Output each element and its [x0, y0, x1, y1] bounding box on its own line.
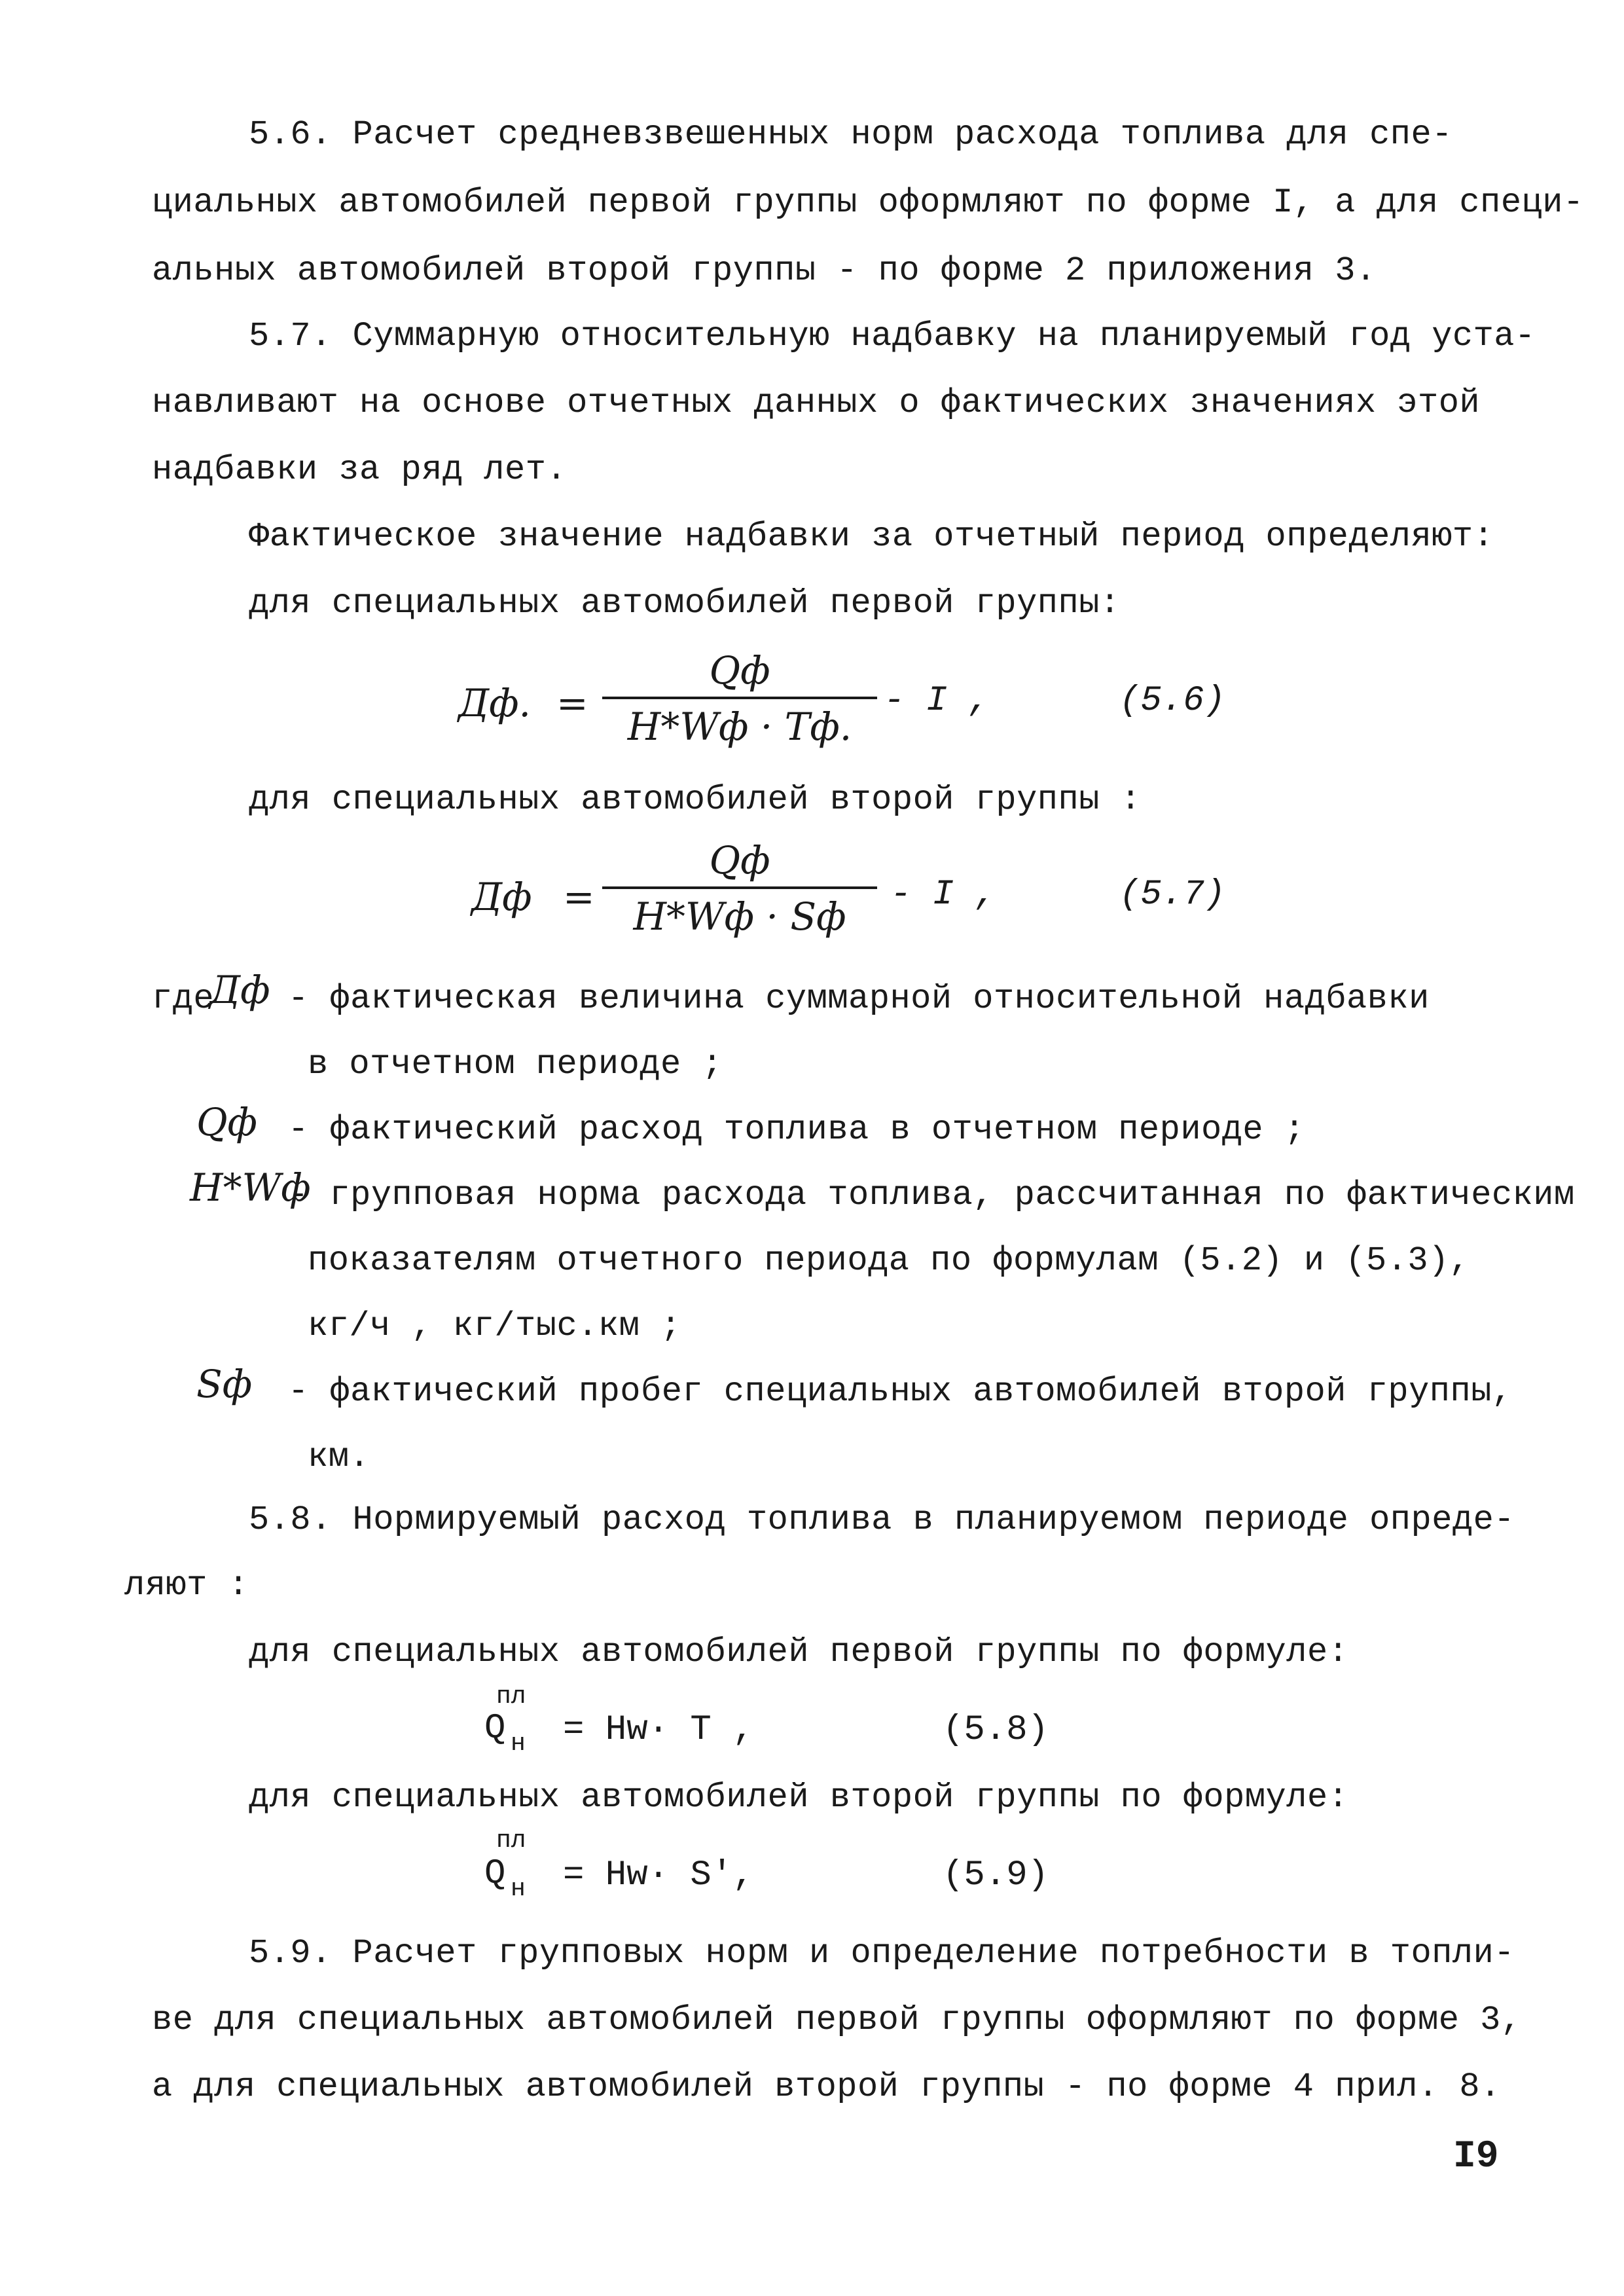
- p58-first-group: для специальных автомобилей первой группы по формуле:: [249, 1633, 1349, 1671]
- formula-5-7-lhs: Дф: [471, 875, 532, 919]
- second-group-intro: для специальных автомобилей второй группы :: [249, 780, 1142, 819]
- formula-5-8-rhs: = Hw· T ,: [563, 1710, 754, 1750]
- def4-line1: - фактический пробег специальных автомобилей второй группы,: [288, 1372, 1513, 1411]
- formula-5-8-lhs-sub: н: [511, 1730, 526, 1758]
- symbol-d-fact: Дф: [209, 968, 270, 1012]
- p59-line2: ве для специальных автомобилей первой группы оформляют по форме 3,: [152, 2001, 1522, 2039]
- p57-line2: навливают на основе отчетных данных о фактических значениях этой: [152, 384, 1481, 422]
- formula-5-7-fraction: [602, 838, 877, 939]
- formula-5-9-number: (5.9): [943, 1855, 1049, 1895]
- fact-line1: Фактическое значение надбавки за отчетный период определяют:: [249, 517, 1494, 556]
- formula-5-6-fraction: [602, 648, 877, 749]
- def3-line1: - групповая норма расхода топлива, рассчитанная по фактическим: [288, 1176, 1575, 1214]
- formula-5-9-lhs-sub: н: [511, 1875, 526, 1903]
- formula-5-9-rhs: = Hw· S',: [563, 1855, 754, 1895]
- formula-5-6-equals: =: [556, 681, 588, 725]
- formula-5-9-lhs: Q: [484, 1854, 506, 1894]
- def4-line2: км.: [308, 1438, 370, 1476]
- def1-line2: в отчетном периоде ;: [308, 1045, 723, 1084]
- symbol-q-fact: Qф: [196, 1100, 257, 1144]
- formula-5-9-lhs-sup: пл: [496, 1827, 526, 1855]
- formula-5-6-tail: - I ,: [884, 681, 990, 721]
- where-prefix: где: [152, 979, 215, 1018]
- formula-5-7-equals: =: [563, 875, 595, 919]
- formula-5-7-denominator: H*Wф · Sф: [633, 894, 846, 939]
- formula-5-7: [471, 838, 1257, 956]
- def3-line3: кг/ч , кг/тыс.км ;: [308, 1307, 681, 1345]
- symbol-h-group-norm: H*Wф: [190, 1165, 311, 1210]
- formula-5-7-numerator: Qф: [709, 838, 770, 883]
- symbol-s-fact: Sф: [196, 1362, 253, 1406]
- def1-line1: - фактическая величина суммарной относительной надбавки: [288, 979, 1430, 1018]
- p57-line1: 5.7. Суммарную относительную надбавку на планируемый год уста-: [249, 317, 1536, 355]
- p58-line2: ляют :: [124, 1566, 249, 1605]
- p58-second-group: для специальных автомобилей второй группы по формуле:: [249, 1778, 1349, 1817]
- def2: - фактический расход топлива в отчетном периоде ;: [288, 1110, 1305, 1149]
- p59-line3: а для специальных автомобилей второй группы - по форме 4 прил. 8.: [152, 2068, 1501, 2106]
- p58-line1: 5.8. Нормируемый расход топлива в планируемом периоде опреде-: [249, 1501, 1515, 1539]
- formula-5-7-number: (5.7): [1119, 875, 1226, 915]
- p57-line3: надбавки за ряд лет.: [152, 450, 568, 489]
- formula-5-6-lhs: Дф.: [458, 681, 531, 725]
- def3-line2: показателям отчетного периода по формулам (5.2) и (5.3),: [308, 1241, 1470, 1280]
- formula-5-6-denominator: H*Wф · Tф.: [627, 704, 852, 749]
- formula-5-6-number: (5.6): [1119, 681, 1226, 721]
- formula-5-8-lhs-sup: пл: [496, 1683, 526, 1711]
- fact-line2: для специальных автомобилей первой группы:: [249, 584, 1121, 623]
- p56-line2: циальных автомобилей первой группы оформляют по форме I, а для специ-: [152, 183, 1584, 222]
- formula-5-6-numerator: Qф: [709, 648, 770, 693]
- formula-5-7-tail: - I ,: [890, 875, 997, 915]
- p56-line3: альных автомобилей второй группы - по форме 2 приложения 3.: [152, 251, 1377, 290]
- formula-5-6: [458, 648, 1244, 766]
- formula-5-8: [484, 1683, 1074, 1768]
- page-number: I9: [1453, 2136, 1499, 2178]
- p56-line1: 5.6. Расчет средневзвешенных норм расхода топлива для спе-: [249, 115, 1453, 154]
- formula-5-9: [484, 1827, 1074, 1912]
- p59-line1: 5.9. Расчет групповых норм и определение потребности в топли-: [249, 1934, 1515, 1973]
- formula-5-8-lhs: Q: [484, 1709, 506, 1749]
- formula-5-8-number: (5.8): [943, 1710, 1049, 1750]
